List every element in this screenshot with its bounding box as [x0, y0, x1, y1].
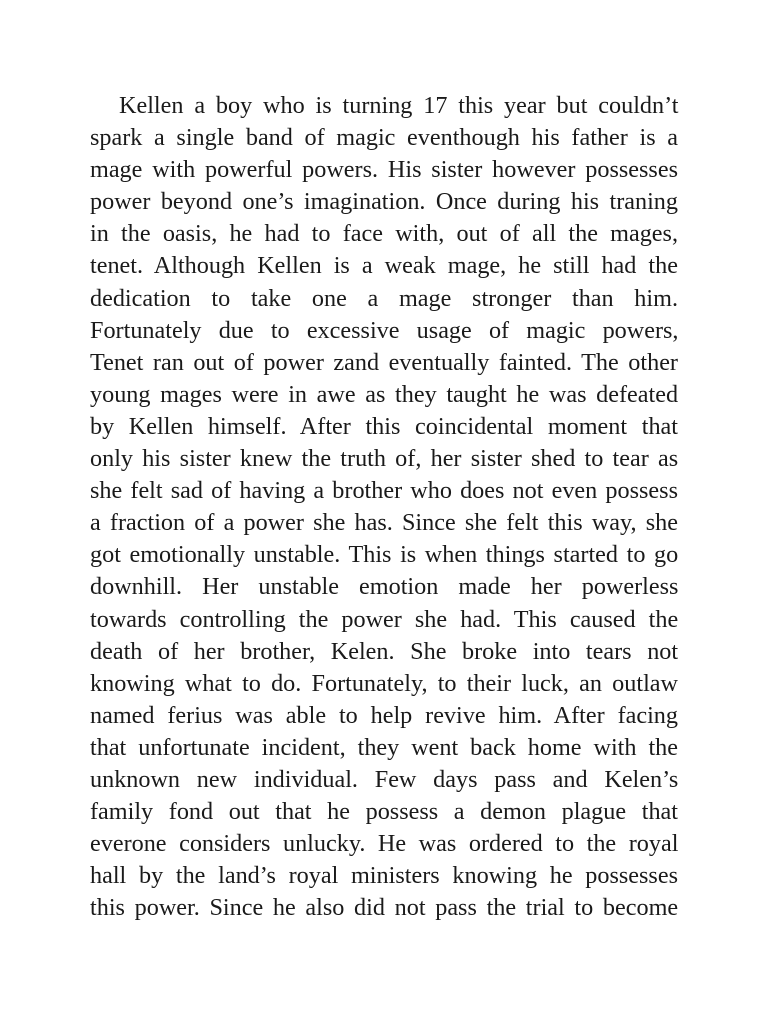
paragraph-line: got emotionally unstable. This is when things started to go — [90, 541, 679, 569]
paragraph-line: hall by the land’s royal ministers knowing he possesses — [90, 862, 678, 890]
paragraph-line: by Kellen himself. After this coincidental moment that — [90, 412, 678, 440]
paragraph-line: only his sister knew the truth of, her sister shed to tear as — [90, 445, 679, 473]
paragraph-line: Tenet ran out of power zand eventually fainted. The other — [90, 348, 678, 376]
paragraph-line: downhill. Her unstable emotion made her powerless — [90, 573, 679, 601]
paragraph-line: family fond out that he possess a demon plague that — [90, 798, 678, 826]
paragraph-line: that unfortunate incident, they went back home with the — [90, 733, 678, 761]
paragraph-line: she felt sad of having a brother who does not even possess — [90, 477, 678, 505]
paragraph-line: Kellen a boy who is turning 17 this year but couldn’t — [119, 92, 679, 119]
paragraph-line: Fortunately due to excessive usage of magic powers, — [90, 316, 679, 344]
paragraph-line: in the oasis, he had to face with, out of all the mages, — [90, 220, 678, 248]
paragraph-line: a fraction of a power she has. Since she felt this way, she — [90, 509, 678, 537]
paragraph-line: dedication to take one a mage stronger than him. — [90, 284, 678, 312]
paragraph-line: spark a single band of magic eventhough his father is a — [90, 124, 678, 152]
paragraph-line: unknown new individual. Few days pass and Kelen’s — [90, 765, 679, 793]
paragraph-line: everone considers unlucky. He was ordered to the royal — [90, 830, 679, 858]
paragraph-line: towards controlling the power she had. This caused the — [90, 605, 679, 633]
paragraph-line: young mages were in awe as they taught he was defeated — [90, 380, 679, 408]
paragraph-line: this power. Since he also did not pass the trial to become — [90, 894, 679, 922]
paragraph-line: power beyond one’s imagination. Once during his traning — [90, 188, 678, 216]
body-paragraph — [90, 90, 678, 924]
paragraph-line: named ferius was able to help revive him. After facing — [90, 701, 678, 729]
paragraph-line: death of her brother, Kelen. She broke into tears not — [90, 637, 679, 665]
paragraph-line: knowing what to do. Fortunately, to their luck, an outlaw — [90, 669, 678, 697]
paragraph-line: mage with powerful powers. His sister however possesses — [90, 156, 678, 184]
paragraph-line: tenet. Although Kellen is a weak mage, he still had the — [90, 252, 678, 280]
